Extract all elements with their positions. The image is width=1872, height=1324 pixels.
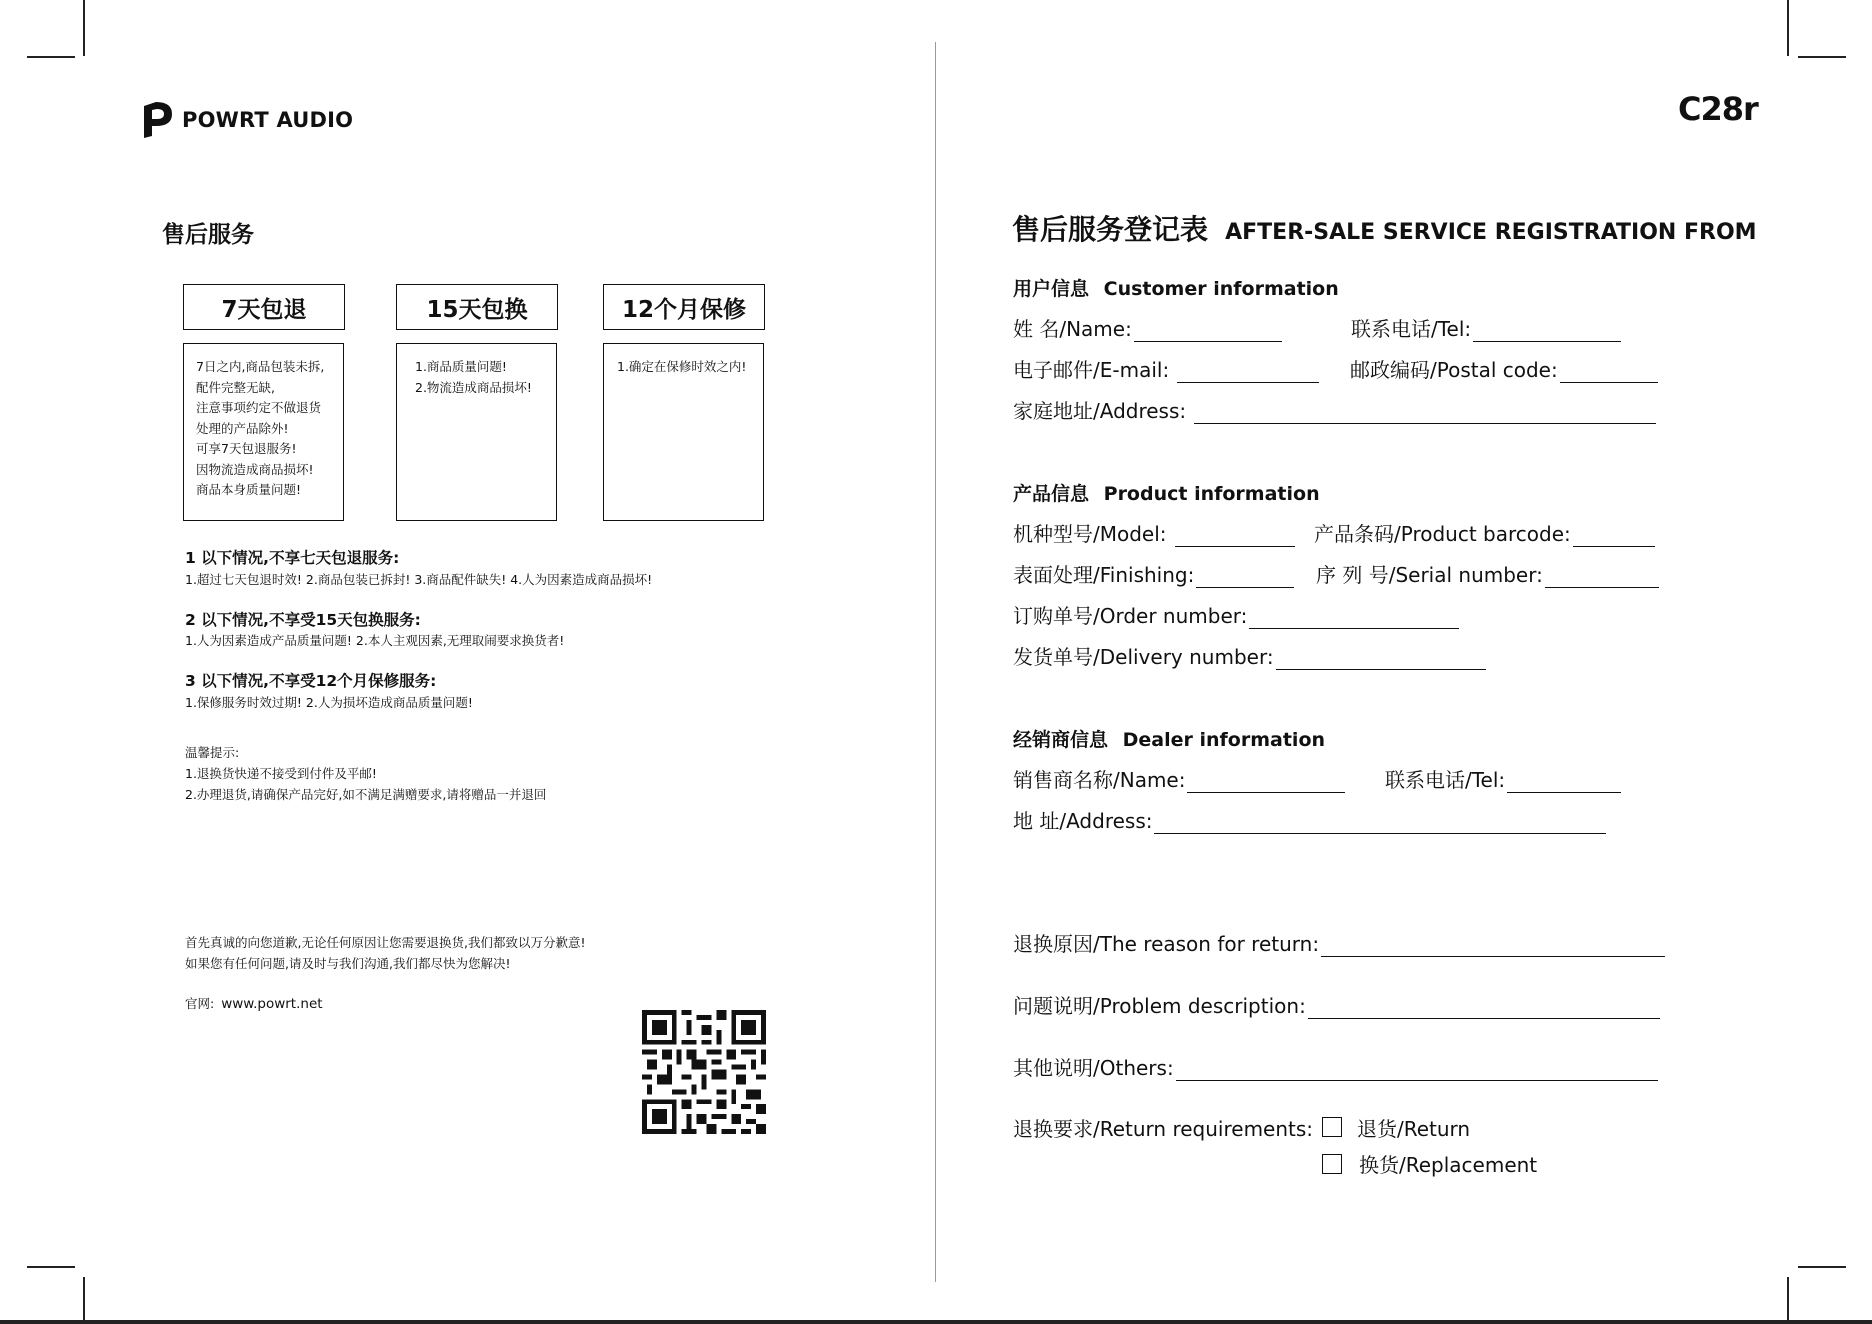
customer-email-field[interactable] xyxy=(1013,354,1319,383)
card-line: 7日之内,商品包装未拆, xyxy=(196,359,325,374)
website-link[interactable]: www.powrt.net xyxy=(221,996,323,1012)
section-cn: 用户信息 xyxy=(1013,278,1090,300)
field-label: 表面处理/Finishing: xyxy=(1013,563,1195,587)
section-cn: 经销商信息 xyxy=(1013,729,1109,751)
customer-section-heading xyxy=(1013,274,1339,301)
tips-line: 1.退换货快递不接受到付件及平邮! xyxy=(185,766,377,781)
card-line: 因物流造成商品损坏! xyxy=(196,461,314,477)
field-blank[interactable] xyxy=(1573,526,1655,547)
apology-line: 如果您有任何问题,请及时与我们沟通,我们都尽快为您解决! xyxy=(185,956,511,971)
tab-12-month-warranty: 12个月保修 xyxy=(603,284,765,330)
product-delivery-field[interactable] xyxy=(1013,641,1486,670)
website-label: 官网: xyxy=(185,996,215,1011)
card-line: 处理的产品除外! xyxy=(196,420,289,436)
field-label: 订购单号/Order number: xyxy=(1013,604,1248,628)
crop-mark xyxy=(83,1277,85,1324)
field-blank[interactable] xyxy=(1249,608,1459,629)
model-number: C28r xyxy=(1678,90,1758,128)
crop-mark xyxy=(27,56,75,58)
field-blank[interactable] xyxy=(1473,321,1621,342)
brand-logo xyxy=(140,100,353,140)
customer-name-field[interactable] xyxy=(1013,313,1282,342)
field-label: 联系电话/Tel: xyxy=(1385,768,1506,792)
field-blank[interactable] xyxy=(1196,567,1294,588)
customer-address-field[interactable] xyxy=(1013,395,1656,424)
field-label: 销售商名称/Name: xyxy=(1013,768,1186,792)
card-line: 2.物流造成商品损坏! xyxy=(415,379,532,395)
field-blank[interactable] xyxy=(1276,649,1486,670)
tips-line: 2.办理退货,请确保产品完好,如不满足满赠要求,请将赠品一并退回 xyxy=(185,787,547,802)
page-bottom-edge xyxy=(0,1320,1872,1324)
replacement-checkbox[interactable] xyxy=(1322,1154,1342,1174)
product-serial-field[interactable] xyxy=(1316,559,1659,588)
section-cn: 产品信息 xyxy=(1013,483,1090,505)
return-reason-field[interactable] xyxy=(1013,928,1665,957)
dealer-address-field[interactable] xyxy=(1013,805,1606,834)
crop-mark xyxy=(1798,1266,1846,1268)
field-label: 邮政编码/Postal code: xyxy=(1350,358,1558,382)
card-15-day-exchange xyxy=(396,343,557,521)
section-en: Dealer information xyxy=(1122,729,1326,751)
condition-title: 1 以下情况,不享七天包退服务: xyxy=(185,549,400,567)
field-label: 地 址/Address: xyxy=(1013,809,1153,833)
field-blank[interactable] xyxy=(1134,321,1282,342)
field-blank[interactable] xyxy=(1187,772,1345,793)
form-title-en: AFTER-SALE SERVICE REGISTRATION FROM xyxy=(1225,220,1757,245)
condition-title: 2 以下情况,不享受15天包换服务: xyxy=(185,611,421,629)
card-line: 可享7天包退服务! xyxy=(196,441,297,456)
field-label: 问题说明/Problem description: xyxy=(1013,994,1306,1018)
field-blank[interactable] xyxy=(1176,1060,1658,1081)
tab-15-day-exchange: 15天包换 xyxy=(396,284,558,330)
apology-note xyxy=(185,932,585,974)
customer-tel-field[interactable] xyxy=(1351,313,1621,342)
powrt-logo-icon xyxy=(140,100,176,140)
card-line: 注意事项约定不做退货 xyxy=(196,400,322,415)
crop-mark xyxy=(27,1266,75,1268)
field-label: 姓 名/Name: xyxy=(1013,317,1132,341)
section-en: Customer information xyxy=(1103,278,1339,300)
dealer-tel-field[interactable] xyxy=(1385,764,1621,793)
product-section-heading xyxy=(1013,479,1320,506)
dealer-section-heading xyxy=(1013,725,1325,752)
tips-title: 温馨提示: xyxy=(185,745,240,760)
website-line xyxy=(185,993,323,1015)
field-blank[interactable] xyxy=(1175,526,1295,547)
field-label: 退换原因/The reason for return: xyxy=(1013,932,1320,956)
page-title: 售后服务 xyxy=(162,222,254,248)
card-line: 配件完整无缺, xyxy=(196,379,275,395)
return-checkbox[interactable] xyxy=(1322,1117,1342,1137)
others-field[interactable] xyxy=(1013,1052,1658,1081)
section-en: Product information xyxy=(1103,483,1320,505)
product-order-field[interactable] xyxy=(1013,600,1459,629)
return-requirements-label xyxy=(1013,1113,1313,1142)
field-label: 退换要求/Return requirements: xyxy=(1013,1117,1314,1141)
tab-7-day-return: 7天包退 xyxy=(183,284,345,330)
crop-mark xyxy=(1798,56,1846,58)
product-model-field[interactable] xyxy=(1013,518,1295,547)
customer-postal-field[interactable] xyxy=(1350,354,1658,383)
dealer-name-field[interactable] xyxy=(1013,764,1345,793)
field-label: 机种型号/Model: xyxy=(1013,522,1167,546)
field-label: 联系电话/Tel: xyxy=(1351,317,1472,341)
card-12-month-warranty xyxy=(603,343,764,521)
field-blank[interactable] xyxy=(1560,362,1658,383)
tips xyxy=(185,742,546,805)
crop-mark xyxy=(1787,0,1789,56)
problem-description-field[interactable] xyxy=(1013,990,1660,1019)
qr-code-icon xyxy=(642,1010,766,1134)
field-label: 电子邮件/E-mail: xyxy=(1013,358,1170,382)
field-blank[interactable] xyxy=(1321,936,1665,957)
return-option-label: 退货/Return xyxy=(1357,1117,1471,1141)
field-label: 其他说明/Others: xyxy=(1013,1056,1174,1080)
product-finishing-field[interactable] xyxy=(1013,559,1294,588)
card-line: 1.确定在保修时效之内! xyxy=(617,359,747,374)
condition-items: 1.保修服务时效过期! 2.人为损坏造成商品质量问题! xyxy=(185,695,473,710)
brand-name: POWRT AUDIO xyxy=(182,108,354,132)
form-title xyxy=(1012,208,1757,248)
page-divider xyxy=(935,42,936,1282)
apology-line: 首先真诚的向您道歉,无论任何原因让您需要退换货,我们都致以万分歉意! xyxy=(185,935,586,950)
field-blank[interactable] xyxy=(1308,998,1660,1019)
condition-title: 3 以下情况,不享受12个月保修服务: xyxy=(185,672,437,690)
field-label: 序 列 号/Serial number: xyxy=(1316,563,1543,587)
product-barcode-field[interactable] xyxy=(1314,518,1655,547)
card-7-day-return xyxy=(183,343,344,521)
field-blank[interactable] xyxy=(1545,567,1659,588)
crop-mark xyxy=(83,0,85,56)
card-line: 1.商品质量问题! xyxy=(415,359,507,374)
field-blank[interactable] xyxy=(1154,813,1606,834)
condition-items: 1.超过七天包退时效! 2.商品包装已拆封! 3.商品配件缺失! 4.人为因素造成商品损坏! xyxy=(185,572,653,587)
field-label: 产品条码/Product barcode: xyxy=(1314,522,1571,546)
field-label: 发货单号/Delivery number: xyxy=(1013,645,1274,669)
field-blank[interactable] xyxy=(1507,772,1621,793)
replacement-option-label: 换货/Replacement xyxy=(1359,1153,1538,1177)
field-blank[interactable] xyxy=(1177,362,1319,383)
card-line: 商品本身质量问题! xyxy=(196,482,302,497)
condition-items: 1.人为因素造成产品质量问题! 2.本人主观因素,无理取闹要求换货者! xyxy=(185,633,565,648)
field-blank[interactable] xyxy=(1194,403,1656,424)
crop-mark xyxy=(1787,1277,1789,1324)
field-label: 家庭地址/Address: xyxy=(1013,399,1187,423)
form-title-cn: 售后服务登记表 xyxy=(1012,213,1209,246)
